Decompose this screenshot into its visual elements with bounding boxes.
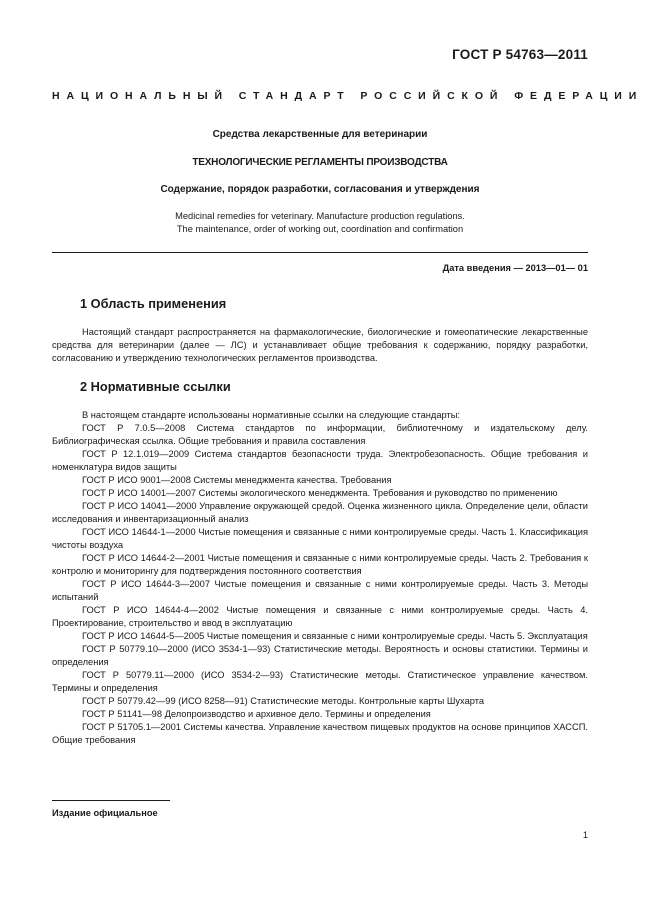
reference-item: ГОСТ Р ИСО 14644-5—2005 Чистые помещения и связанные с ними контролируемые среды. Часть 5. Эксплуатация <box>82 631 588 641</box>
reference-item: ГОСТ Р 50779.10—2000 (ИСО 3534-1—93) Статистические методы. Вероятность и основы статистики. Термины и определения <box>52 644 588 667</box>
reference-item: ГОСТ Р 12.1.019—2009 Система стандартов безопасности труда. Электробезопасность. Общие требования и номенклатура видов защиты <box>52 449 588 472</box>
title-block <box>52 128 588 236</box>
national-standard-heading: НАЦИОНАЛЬНЫЙ СТАНДАРТ РОССИЙСКОЙ ФЕДЕРАЦИИ <box>52 90 644 102</box>
section-references <box>52 379 588 747</box>
reference-item: ГОСТ Р ИСО 9001—2008 Системы менеджмента качества. Требования <box>82 475 392 485</box>
english-title-line-1: Medicinal remedies for veterinary. Manufacture production regulations. <box>175 211 465 221</box>
section-scope <box>52 296 588 365</box>
document-body <box>52 296 588 747</box>
section-1-heading: 1 Область применения <box>80 296 227 311</box>
reference-item: ГОСТ Р ИСО 14001—2007 Системы экологического менеджмента. Требования и руководство по применению <box>82 488 558 498</box>
english-title-line-2: The maintenance, order of working out, coordination and confirmation <box>176 224 464 234</box>
section-2-heading: 2 Нормативные ссылки <box>80 379 231 394</box>
reference-item: ГОСТ Р ИСО 14644-3—2007 Чистые помещения и связанные с ними контролируемые среды. Часть 3. Методы испытаний <box>52 579 588 602</box>
reference-item: ГОСТ ИСО 14644-1—2000 Чистые помещения и связанные с ними контролируемые среды. Часть 1. Классификация чистоты воздуха <box>52 527 588 550</box>
reference-item: ГОСТ Р 7.0.5—2008 Система стандартов по информации, библиотечному и издательскому делу. Библиографическая ссылка. Общие требования и правила составления <box>52 423 588 446</box>
title-line-2: ТЕХНОЛОГИЧЕСКИЕ РЕГЛАМЕНТЫ ПРОИЗВОДСТВА <box>192 157 448 168</box>
reference-item: ГОСТ Р 51141—98 Делопроизводство и архивное дело. Термины и определения <box>82 709 431 719</box>
standard-number: ГОСТ Р 54763—2011 <box>452 47 588 62</box>
page-number: 1 <box>582 830 588 840</box>
english-title <box>52 210 588 236</box>
reference-item: ГОСТ Р 50779.42—99 (ИСО 8258—91) Статистические методы. Контрольные карты Шухарта <box>82 696 485 706</box>
official-edition-label: Издание официальное <box>52 808 158 818</box>
reference-item: ГОСТ Р ИСО 14041—2000 Управление окружающей средой. Оценка жизненного цикла. Определение цели, области исследования и инвентаризационный анализ <box>52 501 588 524</box>
reference-item: ГОСТ Р ИСО 14644-4—2002 Чистые помещения и связанные с ними контролируемые среды. Часть 4. Проектирование, строительство и ввод в эксплуатацию <box>52 605 588 628</box>
section-1-text: Настоящий стандарт распространяется на фармакологические, биологические и гомеопатические лекарственные средства для ветеринарии (далее — ЛС) и устанавливает общие требования к содержанию, порядку разработки, согласованию и утверждению технологических регламентов производства. <box>52 327 588 363</box>
reference-item: ГОСТ Р ИСО 14644-2—2001 Чистые помещения и связанные с ними контролируемые среды. Часть 2. Требования к контролю и мониторингу для подтверждения постоянного соответствия <box>52 553 588 576</box>
reference-item: ГОСТ Р 51705.1—2001 Системы качества. Управление качеством пищевых продуктов на основе принципов ХАССП. Общие требования <box>52 722 588 745</box>
reference-item: ГОСТ Р 50779.11—2000 (ИСО 3534-2—93) Статистические методы. Статистическое управление качеством. Термины и определения <box>52 670 588 693</box>
reference-list <box>52 422 588 747</box>
footer-divider <box>52 800 170 801</box>
header-divider <box>52 252 588 253</box>
title-line-1: Средства лекарственные для ветеринарии <box>212 129 428 140</box>
section-2-lead: В настоящем стандарте использованы нормативные ссылки на следующие стандарты: <box>82 410 461 420</box>
intro-date: Дата введения — 2013—01— 01 <box>442 263 588 273</box>
title-line-3: Содержание, порядок разработки, согласования и утверждения <box>160 184 480 195</box>
